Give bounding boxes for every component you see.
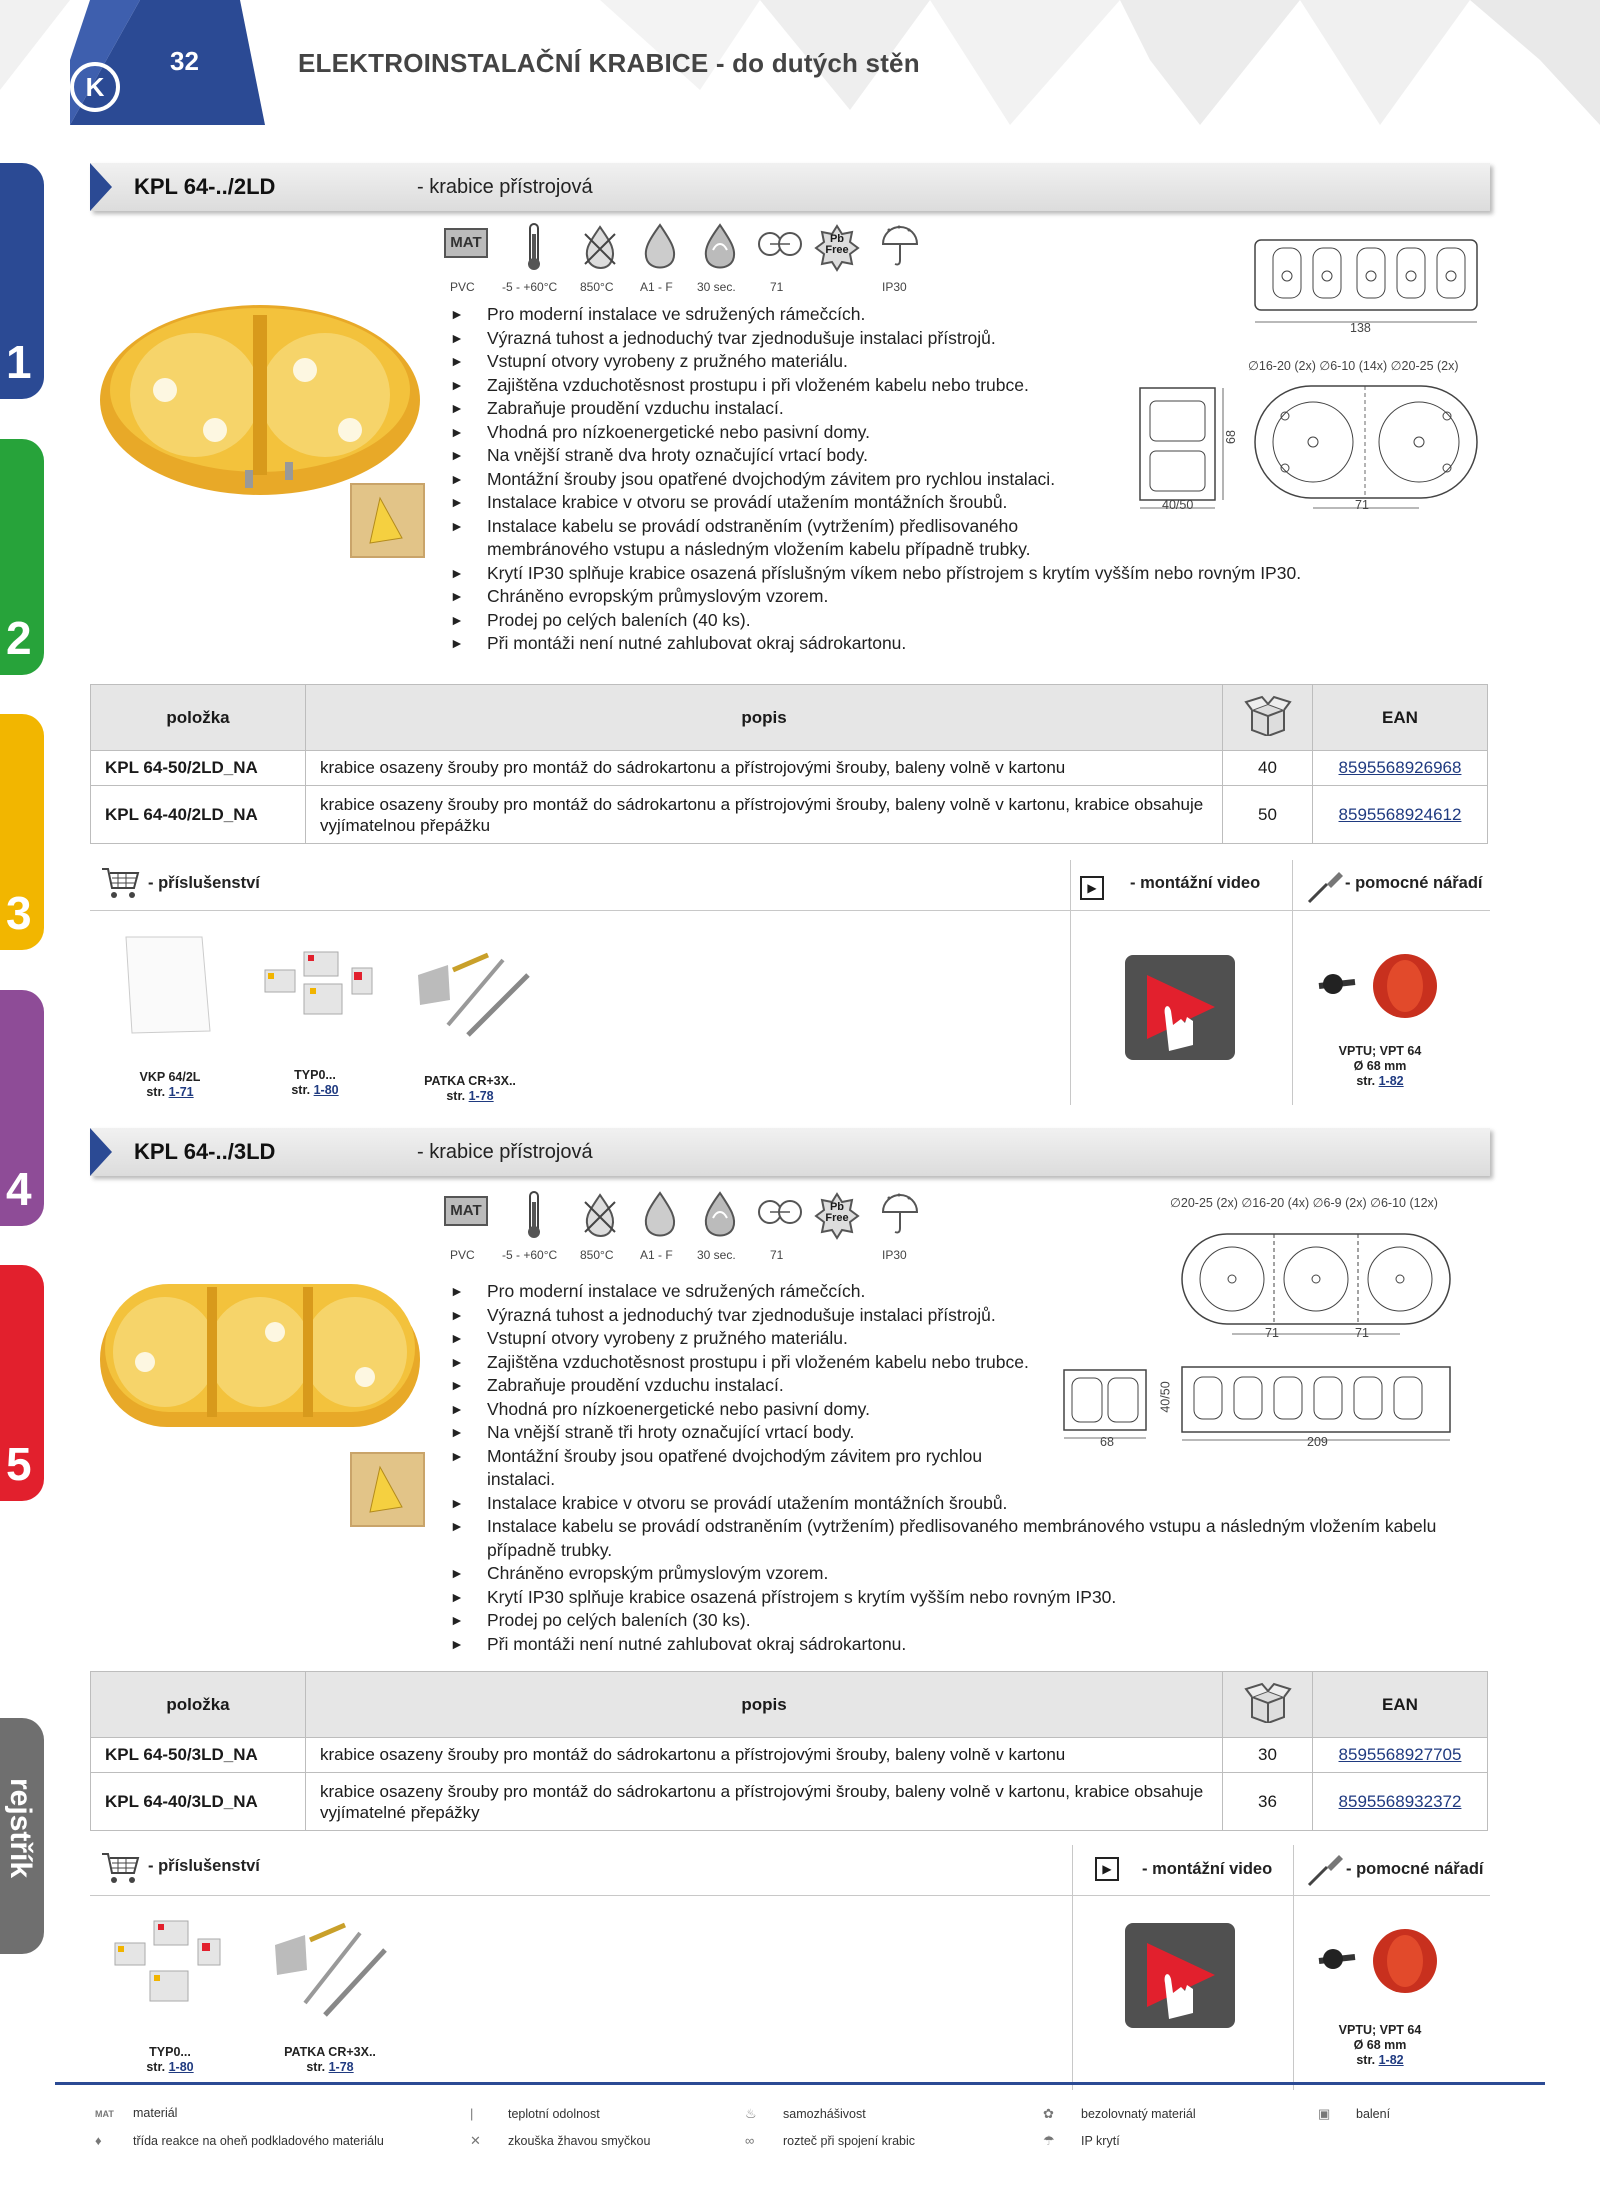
col-item: položka — [91, 685, 306, 751]
screwdriver-icon — [1305, 866, 1345, 906]
feature-item: ► Při montáži není nutné zahlubovat okraj sádrokartonu. — [445, 632, 1375, 656]
icon-label: 850°C — [580, 1248, 614, 1262]
icon-label: -5 - +60°C — [502, 1248, 558, 1262]
accessory-photo-connectors — [110, 1913, 230, 2008]
ip-rating-icon — [875, 1190, 925, 1240]
feature-item: ► Zajištěna vzduchotěsnost prostupu i při vloženém kabelu nebo trubce. — [445, 374, 1375, 398]
page-number: 32 — [170, 46, 199, 76]
box-spacing-icon — [755, 1190, 805, 1240]
feature-item: ► Prodej po celých baleních (30 ks). — [445, 1609, 1445, 1633]
brand-logo: K — [70, 62, 120, 112]
footer-divider — [55, 2082, 1545, 2085]
product-code: KPL 64-../3LD — [134, 1139, 276, 1164]
product-table-2ld — [90, 684, 1488, 844]
feature-list-3ld — [445, 1280, 1445, 1656]
thermometer-icon — [510, 222, 560, 272]
product-type: - krabice přístrojová — [417, 176, 593, 198]
lead-free-icon: ✿ — [1043, 2106, 1054, 2121]
icon-label: 30 sec. — [697, 1248, 736, 1262]
tools-heading: - pomocné nářadí — [1345, 874, 1483, 892]
dim-depth: 40/50 — [1162, 498, 1194, 512]
legend-fire-class: ♦ třída reakce na oheň podkladového materiálu — [95, 2133, 384, 2148]
feature-item: ► Vhodná pro nízkoenergetické nebo pasivní domy. — [445, 421, 1375, 445]
feature-item: ► Krytí IP30 splňuje krabice osazená přístrojem s krytím vyšším nebo rovným IP30. — [445, 1586, 1445, 1610]
dim-width: 209 — [1307, 1435, 1328, 1449]
tool-photo-holesaw — [1315, 1927, 1445, 1997]
ean-link[interactable]: 8595568927705 — [1313, 1738, 1488, 1773]
accessory-patka[interactable]: PATKA CR+3X.. str. 1-78 — [284, 2045, 376, 2074]
chapter-tab-1[interactable]: 1 — [0, 163, 44, 399]
video-heading: - montážní video — [1130, 874, 1261, 892]
accessory-photo-lid — [122, 935, 212, 1035]
glow-wire-icon: ✕ — [470, 2133, 481, 2148]
table-row: KPL 64-40/3LD_NA krabice osazeny šrouby pro montáž do sádrokartonu a přístrojovými šrouby, baleny volně v kartonu, krabice obsahuje vyjímatelné přepážky 36 8595568932372 — [91, 1773, 1488, 1831]
legend-ip: ☂ IP krytí — [1043, 2133, 1120, 2148]
ean-link[interactable]: 8595568924612 — [1313, 786, 1488, 844]
detail-photo-spike — [350, 483, 425, 558]
shopping-cart-icon — [100, 1851, 140, 1885]
product-table-3ld — [90, 1671, 1488, 1831]
feature-item: ► Montážní šrouby jsou opatřené dvojchodým závitem pro rychlou instalaci. — [445, 468, 1375, 492]
thermometer-icon: | — [470, 2106, 474, 2121]
index-tab[interactable]: rejstřík — [0, 1718, 44, 1954]
icon-label: 71 — [770, 280, 784, 294]
video-play-icon — [1125, 955, 1235, 1060]
accessory-typ0[interactable]: TYP0... str. 1-80 — [291, 1068, 339, 1097]
accessory-typ0[interactable]: TYP0... str. 1-80 — [146, 2045, 194, 2074]
tool-photo-holesaw — [1315, 952, 1445, 1022]
ean-link[interactable]: 8595568932372 — [1313, 1773, 1488, 1831]
col-ean: EAN — [1313, 1672, 1488, 1738]
thermometer-icon — [510, 1190, 560, 1240]
ip-rating-icon — [875, 222, 925, 272]
material-icon: MAT — [95, 2109, 114, 2119]
video-play-icon — [1125, 1923, 1235, 2028]
feature-item: ► Montážní šrouby jsou opatřené dvojchodým závitem pro rychlou instalaci. — [445, 1445, 1035, 1492]
legend-spacing: ∞ rozteč při spojení krabic — [745, 2133, 916, 2148]
product-type: - krabice přístrojová — [417, 1141, 593, 1163]
col-package — [1223, 1672, 1313, 1738]
video-thumbnail[interactable] — [1125, 955, 1235, 1060]
col-desc: popis — [306, 1672, 1223, 1738]
accessories-heading: - příslušenství — [148, 874, 260, 892]
glow-wire-icon — [575, 1190, 625, 1240]
material-icon: MAT — [444, 1196, 488, 1226]
legend-temperature: | teplotní odolnost — [470, 2106, 600, 2121]
header-tab-shape — [0, 0, 270, 125]
feature-item: ► Vstupní otvory vyrobeny z pružného materiálu. — [445, 350, 1375, 374]
table-header-row — [91, 685, 1488, 751]
legend-glow-wire: ✕ zkouška žhavou smyčkou — [470, 2133, 651, 2148]
accessories-row-3ld — [90, 1845, 1490, 2090]
lead-free-icon: Pb Free — [812, 222, 862, 272]
table-header-row — [91, 1672, 1488, 1738]
icon-label: PVC — [450, 280, 475, 294]
flame-icon: ♦ — [95, 2133, 102, 2148]
accessories-row-2ld — [90, 860, 1490, 1105]
icon-label: -5 - +60°C — [502, 280, 558, 294]
feature-item: ► Vhodná pro nízkoenergetické nebo pasivní domy. — [445, 1398, 1445, 1422]
ean-link[interactable]: 8595568926968 — [1313, 751, 1488, 786]
self-extinguish-icon — [695, 1190, 745, 1240]
lead-free-icon: Pb Free — [812, 1190, 862, 1240]
material-icon: MAT — [444, 228, 488, 258]
icon-label: IP30 — [882, 1248, 907, 1262]
play-icon[interactable]: ▶ — [1095, 1857, 1119, 1881]
accessory-photo-clamps — [265, 1915, 395, 2025]
feature-item: ► Pro moderní instalace ve sdružených rámečcích. — [445, 1280, 1445, 1304]
flame-icon — [635, 1190, 685, 1240]
box-spacing-icon: ∞ — [745, 2133, 755, 2148]
feature-item: ► Na vnější straně dva hroty označující vrtací body. — [445, 444, 1375, 468]
tools-heading: - pomocné nářadí — [1346, 1860, 1484, 1878]
legend-material: MAT materiál — [95, 2106, 178, 2120]
dim-spacing: 71 — [1265, 1326, 1279, 1340]
feature-item: ► Krytí IP30 splňuje krabice osazená příslušným víkem nebo přístrojem s krytím vyšším nebo rovným IP30. — [445, 562, 1375, 586]
self-extinguish-icon — [695, 222, 745, 272]
table-row: KPL 64-50/3LD_NA krabice osazeny šrouby pro montáž do sádrokartonu a přístrojovými šrouby, baleny volně v kartonu 30 8595568927705 — [91, 1738, 1488, 1773]
feature-item: ► Vstupní otvory vyrobeny z pružného materiálu. — [445, 1327, 1445, 1351]
icon-label: 71 — [770, 1248, 784, 1262]
flame-icon — [635, 222, 685, 272]
icon-label: A1 - F — [640, 1248, 673, 1262]
section-header-3ld — [90, 1128, 1490, 1176]
tool-item[interactable]: VPTU; VPT 64 Ø 68 mm str. 1-82 — [1338, 2023, 1422, 2067]
play-icon[interactable]: ▶ — [1080, 876, 1104, 900]
icon-label: 850°C — [580, 280, 614, 294]
video-heading: - montážní video — [1142, 1860, 1273, 1878]
dim-width: 138 — [1350, 321, 1371, 335]
feature-item: ► Zabraňuje proudění vzduchu instalací. — [445, 397, 1375, 421]
chapter-tab-3[interactable]: 3 — [0, 714, 44, 950]
feature-item: ► Instalace krabice v otvoru se provádí utažením montážních šroubů. — [445, 491, 1375, 515]
dim-height: 68 — [1223, 430, 1238, 444]
accessory-vkp[interactable]: VKP 64/2L str. 1-71 — [139, 1070, 201, 1099]
section-arrow-icon — [90, 1128, 112, 1176]
dim-holes: ∅16-20 (2x) ∅6-10 (14x) ∅20-25 (2x) — [1248, 359, 1459, 373]
feature-item: ► Výrazná tuhost a jednoduchý tvar zjednodušuje instalaci přístrojů. — [445, 1304, 1445, 1328]
detail-photo-spike — [350, 1452, 425, 1527]
accessories-heading: - příslušenství — [148, 1857, 260, 1875]
video-thumbnail[interactable] — [1125, 1923, 1235, 2028]
feature-item: ► Prodej po celých baleních (40 ks). — [445, 609, 1375, 633]
page-header — [0, 0, 1600, 125]
icon-label: IP30 — [882, 280, 907, 294]
icon-label: 30 sec. — [697, 280, 736, 294]
feature-item: ► Pro moderní instalace ve sdružených rámečcích. — [445, 303, 1375, 327]
shopping-cart-icon — [100, 866, 140, 900]
dim-spacing: 71 — [1355, 1326, 1369, 1340]
col-ean: EAN — [1313, 685, 1488, 751]
dim-depth: 40/50 — [1158, 1381, 1173, 1413]
package-box-icon: ▣ — [1318, 2106, 1331, 2121]
accessory-patka[interactable]: PATKA CR+3X.. str. 1-78 — [424, 1074, 516, 1103]
feature-item: ► Instalace krabice v otvoru se provádí utažením montážních šroubů. — [445, 1492, 1445, 1516]
page-title: ELEKTROINSTALAČNÍ KRABICE - do dutých stěn — [298, 48, 920, 78]
product-photo-2ld — [95, 290, 425, 510]
package-box-icon — [1244, 1681, 1292, 1723]
feature-item: ► Při montáži není nutné zahlubovat okraj sádrokartonu. — [445, 1633, 1445, 1657]
ip-rating-icon: ☂ — [1043, 2133, 1055, 2148]
table-row: KPL 64-50/2LD_NA krabice osazeny šrouby pro montáž do sádrokartonu a přístrojovými šrouby, baleny volně v kartonu 40 8595568926968 — [91, 751, 1488, 786]
icon-label: PVC — [450, 1248, 475, 1262]
tool-item[interactable]: VPTU; VPT 64 Ø 68 mm str. 1-82 — [1338, 1044, 1422, 1088]
chapter-tab-2[interactable]: 2 — [0, 439, 44, 675]
section-header-2ld — [90, 163, 1490, 211]
flame-icon: ♨ — [745, 2106, 757, 2121]
box-spacing-icon — [755, 222, 805, 272]
section-arrow-icon — [90, 163, 112, 211]
dim-holes: ∅20-25 (2x) ∅16-20 (4x) ∅6-9 (2x) ∅6-10 (12x) — [1170, 1196, 1438, 1210]
product-code: KPL 64-../2LD — [134, 174, 276, 199]
col-desc: popis — [306, 685, 1223, 751]
feature-item: ► Výrazná tuhost a jednoduchý tvar zjednodušuje instalaci přístrojů. — [445, 327, 1375, 351]
legend-self-extinguish: ♨ samozhášivost — [745, 2106, 866, 2121]
feature-item: ► Chráněno evropským průmyslovým vzorem. — [445, 585, 1375, 609]
dim-spacing: 71 — [1355, 498, 1369, 512]
accessory-photo-connectors — [260, 940, 380, 1025]
feature-item: ► Zajištěna vzduchotěsnost prostupu i při vloženém kabelu nebo trubce. — [445, 1351, 1445, 1375]
col-package — [1223, 685, 1313, 751]
accessory-photo-clamps — [408, 945, 538, 1045]
feature-item: ► Zabraňuje proudění vzduchu instalací. — [445, 1374, 1445, 1398]
product-photo-3ld — [95, 1272, 425, 1442]
feature-item: ► Instalace kabelu se provádí odstraněním (vytržením) předlisovaného membránového vstupu a následným vložením kabelu případně trubky. — [445, 515, 1085, 562]
dim-height: 68 — [1100, 1435, 1114, 1449]
feature-list-2ld — [445, 303, 1375, 656]
feature-item: ► Instalace kabelu se provádí odstraněním (vytržením) předlisovaného membránového vstupu a následným vložením kabelu případně trubky. — [445, 1515, 1445, 1562]
col-item: položka — [91, 1672, 306, 1738]
glow-wire-icon — [575, 222, 625, 272]
chapter-tab-4[interactable]: 4 — [0, 990, 44, 1226]
feature-item: ► Chráněno evropským průmyslovým vzorem. — [445, 1562, 1445, 1586]
legend-lead-free: ✿ bezolovnatý materiál — [1043, 2106, 1196, 2121]
screwdriver-icon — [1305, 1849, 1345, 1889]
table-row: KPL 64-40/2LD_NA krabice osazeny šrouby pro montáž do sádrokartonu a přístrojovými šrouby, baleny volně v kartonu, krabice obsahuje vyjímatelnou přepážku 50 8595568924612 — [91, 786, 1488, 844]
chapter-tab-5[interactable]: 5 — [0, 1265, 44, 1501]
legend-package: ▣ balení — [1318, 2106, 1391, 2121]
package-box-icon — [1244, 694, 1292, 736]
icon-label: A1 - F — [640, 280, 673, 294]
feature-item: ► Na vnější straně tři hroty označující vrtací body. — [445, 1421, 1445, 1445]
